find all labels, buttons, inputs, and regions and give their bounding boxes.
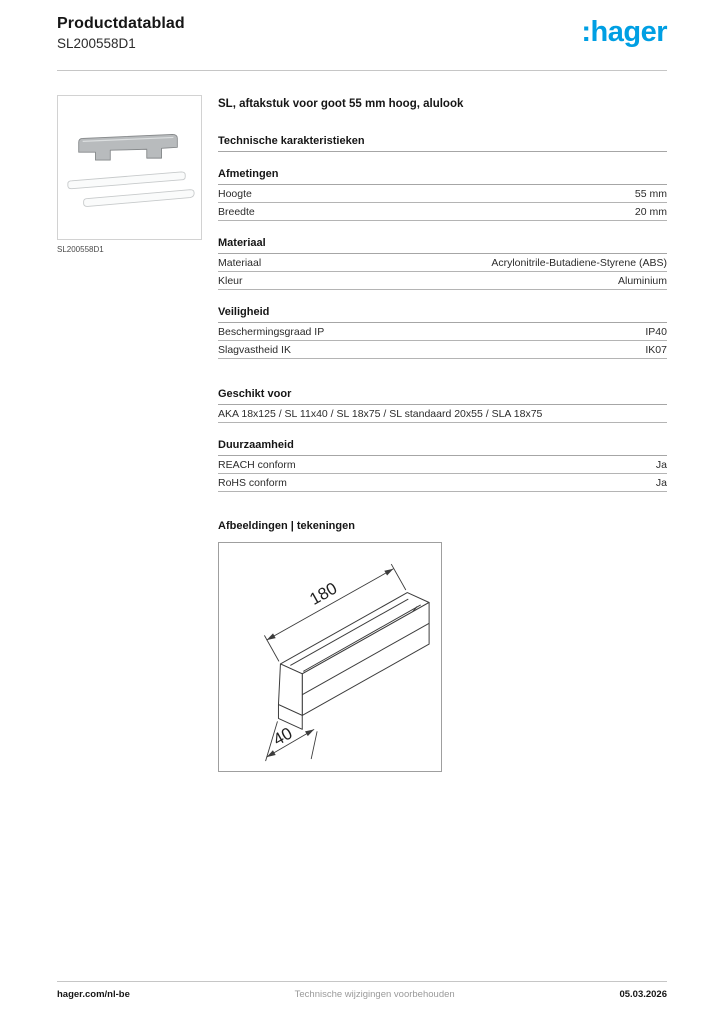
spec-group-title: Duurzaamheid bbox=[218, 439, 667, 456]
spec-label: REACH conform bbox=[218, 459, 296, 471]
spec-row bbox=[218, 341, 667, 359]
tech-characteristics-heading: Technische karakteristieken bbox=[218, 135, 667, 152]
dimension-length-label: 180 bbox=[306, 578, 341, 609]
product-line-art bbox=[58, 96, 201, 239]
spec-group-title: Materiaal bbox=[218, 237, 667, 254]
spec-group-title: Veiligheid bbox=[218, 306, 667, 323]
page-header bbox=[57, 15, 667, 67]
hager-logo: :hager bbox=[581, 16, 667, 48]
spec-group-veiligheid bbox=[218, 306, 667, 359]
spec-row bbox=[218, 456, 667, 474]
spec-row bbox=[218, 272, 667, 290]
content-area bbox=[57, 95, 667, 772]
doc-reference: SL200558D1 bbox=[57, 36, 136, 51]
spec-group-afmetingen bbox=[218, 168, 667, 221]
product-image-column bbox=[57, 95, 202, 254]
spec-value: IP40 bbox=[645, 326, 667, 338]
page-footer bbox=[57, 981, 667, 1000]
spec-value: 20 mm bbox=[634, 206, 667, 218]
product-image-caption: SL200558D1 bbox=[57, 245, 104, 254]
drawing-part-shape bbox=[278, 593, 429, 730]
spec-column bbox=[218, 95, 667, 772]
product-image bbox=[57, 95, 202, 240]
spec-value: Ja bbox=[655, 459, 667, 471]
spec-row bbox=[218, 474, 667, 492]
spec-row bbox=[218, 185, 667, 203]
spec-group-title: Afmetingen bbox=[218, 168, 667, 185]
header-divider bbox=[57, 70, 667, 71]
spec-row bbox=[218, 254, 667, 272]
spec-group-geschikt-voor bbox=[218, 388, 667, 423]
spec-label: RoHS conform bbox=[218, 477, 287, 489]
dimension-depth-label: 40 bbox=[269, 723, 296, 750]
spec-label: Breedte bbox=[218, 206, 255, 218]
spec-group-duurzaamheid bbox=[218, 439, 667, 492]
spec-group-materiaal bbox=[218, 237, 667, 290]
spec-label: Kleur bbox=[218, 275, 243, 287]
technical-drawing bbox=[218, 542, 442, 772]
doc-title: Productdatablad bbox=[57, 15, 185, 32]
spec-row bbox=[218, 405, 667, 423]
drawings-heading: Afbeeldingen | tekeningen bbox=[218, 520, 355, 532]
spec-group-title: Geschikt voor bbox=[218, 388, 667, 405]
spec-label: Materiaal bbox=[218, 257, 262, 269]
spec-label: Hoogte bbox=[218, 188, 252, 200]
spec-value: 55 mm bbox=[634, 188, 667, 200]
spec-label: Beschermingsgraad IP bbox=[218, 326, 325, 338]
technical-drawing-svg bbox=[219, 543, 441, 771]
product-cover-strips bbox=[68, 172, 194, 207]
spec-label: AKA 18x125 / SL 11x40 / SL 18x75 / SL standaard 20x55 / SLA 18x75 bbox=[218, 408, 543, 420]
spec-value: IK07 bbox=[645, 344, 667, 356]
spec-row bbox=[218, 323, 667, 341]
spec-value: Aluminium bbox=[617, 275, 667, 287]
footer-website-link[interactable]: hager.com/nl-be bbox=[57, 989, 130, 1000]
spec-value: Acrylonitrile-Butadiene-Styrene (ABS) bbox=[491, 257, 667, 269]
product-title: SL, aftakstuk voor goot 55 mm hoog, alulook bbox=[218, 98, 464, 110]
spec-value: Ja bbox=[655, 477, 667, 489]
footer-date: 05.03.2026 bbox=[619, 989, 667, 1000]
footer-disclaimer: Technische wijzigingen voorbehouden bbox=[294, 989, 455, 1000]
spec-row bbox=[218, 203, 667, 221]
spec-label: Slagvastheid IK bbox=[218, 344, 291, 356]
